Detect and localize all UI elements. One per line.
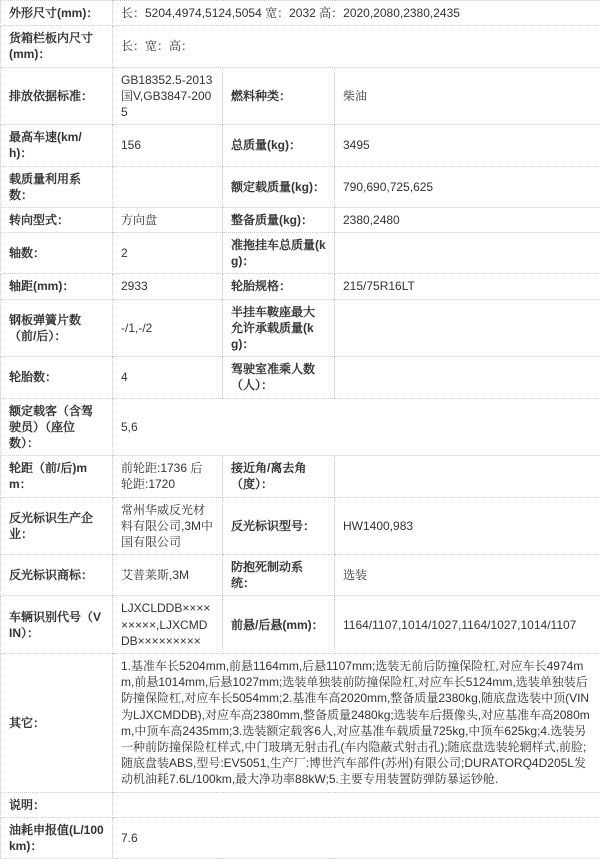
spec-value: 4	[113, 357, 223, 398]
spec-label: 驾驶室准乘人数（人）：	[223, 357, 335, 398]
spec-label: 说明：	[1, 792, 113, 817]
spec-value: 790,690,725,625	[335, 166, 600, 207]
spec-value: 长：5204,4974,5124,5054 宽：2032 高：2020,2080,2380,2435	[113, 1, 600, 26]
spec-value: 3495	[335, 125, 600, 166]
spec-row	[1, 274, 600, 299]
spec-label: 反光标识商标：	[1, 555, 113, 596]
spec-label: 其它：	[1, 654, 113, 793]
spec-label: 货箱栏板内尺寸(mm)：	[1, 26, 113, 67]
spec-row	[1, 456, 600, 497]
spec-value: 1164/1107,1014/1027,1164/1027,1014/1107	[335, 596, 600, 654]
spec-label: 半挂车鞍座最大允许承载质量(kg)：	[223, 299, 335, 357]
spec-label: 外形尺寸(mm)：	[1, 1, 113, 26]
spec-value	[335, 357, 600, 398]
spec-value	[113, 166, 223, 207]
spec-label: 反光标识型号：	[223, 497, 335, 555]
spec-label: 轮胎规格：	[223, 274, 335, 299]
spec-label: 轴距(mm)：	[1, 274, 113, 299]
spec-row	[1, 654, 600, 793]
spec-label: 轮胎数：	[1, 357, 113, 398]
spec-value	[113, 792, 600, 817]
spec-row	[1, 233, 600, 274]
spec-label: 准拖挂车总质量(kg)：	[223, 233, 335, 274]
spec-value: 长：宽：高：	[113, 26, 600, 67]
spec-label: 油耗申报值(L/100km)：	[1, 817, 113, 858]
spec-value: 2	[113, 233, 223, 274]
spec-value: 常州华威反光材料有限公司,3M中国有限公司	[113, 497, 223, 555]
spec-value: 艾普莱斯,3M	[113, 555, 223, 596]
spec-value: 2380,2480	[335, 207, 600, 232]
spec-value	[335, 233, 600, 274]
spec-row	[1, 792, 600, 817]
spec-value: -/1,-/2	[113, 299, 223, 357]
spec-value: 1.基准车长5204mm,前悬1164mm,后悬1107mm;选装无前后防撞保险杠,对应车长4974mm,前悬1014mm,后悬1027mm;选装单独装前防撞保险杠,对应车长5124mm,选装单独装后防撞保险杠,对应车长5054mm;2.基准车高2020mm,整备质量2380kg,随底盘选装中顶(VIN为LJXCMDDB),对应车高2380mm,整备质量2480kg;选装车后摄像头,对应基准车高2080mm,中顶车高2435mm;3.选装额定载客6人,对应基准车载质量725kg,中顶车625kg;4.选装另一种前防撞保险杠样式,中门玻璃无射击孔(车内隐蔽式射击孔);随底盘选装轮辋样式,前脸;随底盘装ABS,型号:EV5051,生产厂:博世汽车部件(苏州)有限公司;DURATORQ4D205L发动机油耗7.6L/100km,最大净功率88kW;5.主要专用装置防弹防暴运钞舱.	[113, 654, 600, 793]
spec-label: 载质量利用系数：	[1, 166, 113, 207]
spec-value: 215/75R16LT	[335, 274, 600, 299]
spec-row	[1, 817, 600, 858]
spec-value: 柴油	[335, 67, 600, 125]
spec-label: 排放依据标准：	[1, 67, 113, 125]
spec-row	[1, 299, 600, 357]
spec-label: 转向型式：	[1, 207, 113, 232]
spec-row	[1, 596, 600, 654]
spec-value	[335, 456, 600, 497]
spec-value: GB18352.5-2013国V,GB3847-2005	[113, 67, 223, 125]
spec-row	[1, 357, 600, 398]
spec-value: 156	[113, 125, 223, 166]
spec-label: 燃料种类：	[223, 67, 335, 125]
spec-label: 额定载质量(kg)：	[223, 166, 335, 207]
spec-label: 前悬/后悬(mm)：	[223, 596, 335, 654]
spec-label: 轴数：	[1, 233, 113, 274]
spec-table-body	[1, 1, 600, 859]
spec-row	[1, 497, 600, 555]
spec-value: 2933	[113, 274, 223, 299]
spec-label: 反光标识生产企业：	[1, 497, 113, 555]
spec-row	[1, 555, 600, 596]
spec-label: 车辆识别代号（VIN）：	[1, 596, 113, 654]
spec-row	[1, 1, 600, 26]
spec-row	[1, 125, 600, 166]
spec-value: 方向盘	[113, 207, 223, 232]
spec-value: 7.6	[113, 817, 600, 858]
spec-label: 总质量(kg)：	[223, 125, 335, 166]
spec-label: 额定载客（含驾驶员）（座位数）：	[1, 398, 113, 456]
spec-label: 轮距（前/后)mm：	[1, 456, 113, 497]
spec-value: 选装	[335, 555, 600, 596]
spec-row	[1, 26, 600, 67]
spec-row	[1, 398, 600, 456]
spec-row	[1, 207, 600, 232]
spec-value: LJXCLDDB×××××××××,LJXCMDDB×××××××××	[113, 596, 223, 654]
spec-label: 整备质量(kg)：	[223, 207, 335, 232]
spec-value: 前轮距:1736 后轮距:1720	[113, 456, 223, 497]
spec-value: HW1400,983	[335, 497, 600, 555]
spec-value	[335, 299, 600, 357]
spec-label: 接近角/离去角（度）：	[223, 456, 335, 497]
spec-value: 5,6	[113, 398, 600, 456]
spec-row	[1, 166, 600, 207]
spec-label: 最高车速(km/h)：	[1, 125, 113, 166]
spec-row	[1, 67, 600, 125]
spec-label: 防抱死制动系统：	[223, 555, 335, 596]
spec-label: 钢板弹簧片数（前/后）：	[1, 299, 113, 357]
